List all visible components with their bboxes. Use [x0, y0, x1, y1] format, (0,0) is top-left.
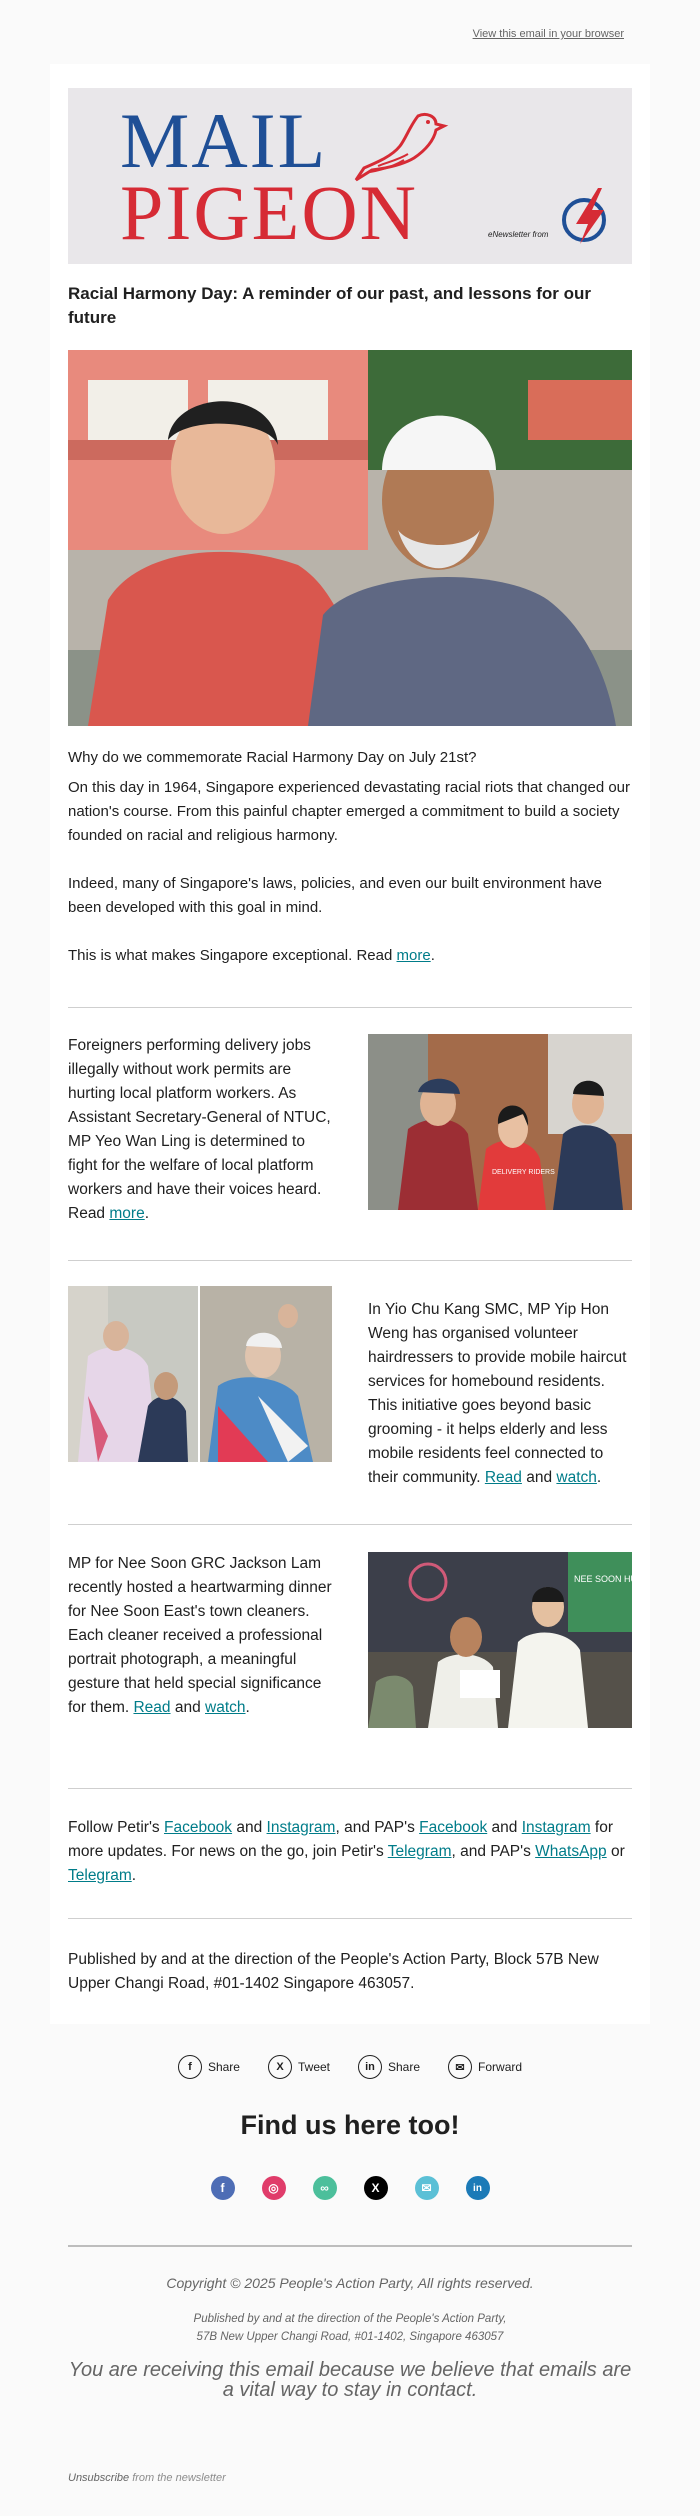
divider [68, 1524, 632, 1525]
petir-facebook-link[interactable]: Facebook [163, 1819, 233, 1836]
follow-text: for more updates. For news on the go, join Petir's [68, 1819, 614, 1860]
footer-pub-line1: Published by and at the direction of the People's Action Party, [193, 2313, 507, 2325]
article-paragraph-2: Indeed, many of Singapore's laws, policies, and even our built environment have been developed with this goal in mind. [68, 875, 603, 916]
story2-read-link[interactable]: Read [484, 1469, 522, 1486]
footer-divider [68, 2245, 632, 2247]
article-title: Racial Harmony Day: A reminder of our past, and lessons for our future [68, 284, 592, 327]
logo-mail-text: MAIL [120, 97, 328, 184]
mail-icon: ✉ [448, 2055, 472, 2079]
pap-whatsapp-link[interactable]: WhatsApp [535, 1843, 607, 1860]
facebook-icon[interactable]: f [211, 2176, 235, 2200]
read-more-link[interactable]: more [396, 947, 431, 964]
share-label: Tweet [297, 2060, 330, 2074]
share-label: Forward [478, 2060, 523, 2074]
social-links [0, 2176, 700, 2200]
story3-body: MP for Nee Soon GRC Jackson Lam recently hosted a heartwarming dinner for Nee Soon East's town cleaners. Each cleaner received a professional portrait photograph, a meaningful gesture that held special significance for them. [68, 1555, 332, 1716]
share-bar [0, 2055, 700, 2079]
follow-text: and [232, 1819, 267, 1836]
follow-text: , and PAP's [451, 1843, 536, 1860]
forward-button[interactable] [448, 2055, 522, 2079]
story1-end: . [144, 1205, 150, 1222]
enewsletter-label: eNewsletter from [488, 230, 549, 239]
linkedin-icon[interactable]: in [466, 2176, 490, 2200]
x-icon[interactable]: X [364, 2176, 388, 2200]
photo-caption: DELIVERY RIDERS [492, 1169, 555, 1176]
story3-end: . [245, 1699, 250, 1716]
share-facebook-button[interactable] [178, 2055, 240, 2079]
receiving-reason-text: You are receiving this email because we believe that emails are a vital way to stay in contact. [68, 2359, 632, 2401]
petir-instagram-link[interactable]: Instagram [266, 1819, 336, 1836]
pigeon-bird-icon [348, 106, 448, 196]
logo-pigeon-text: PIGEON [120, 169, 418, 256]
email-card [50, 64, 650, 2024]
petir-telegram-link[interactable]: Telegram [387, 1843, 452, 1860]
mail-pigeon-banner [68, 88, 632, 264]
follow-text: Follow Petir's [68, 1819, 164, 1836]
story-cleaners-photo [368, 1552, 644, 1728]
divider [68, 1918, 632, 1919]
published-by-text: Published by and at the direction of the People's Action Party, Block 57B New Upper Changi Road, #01-1402 Singapore 463057. [68, 1951, 599, 1992]
share-label: Share [388, 2060, 421, 2074]
share-linkedin-button[interactable] [358, 2055, 420, 2079]
story2-body: In Yio Chu Kang SMC, MP Yip Hon Weng has organised volunteer hairdressers to provide mobile haircut services for homebound residents. This initiative goes beyond basic grooming - it helps elderly and less mobile residents feel connected to their community. [368, 1301, 627, 1486]
story-delivery-photo [368, 1034, 632, 1210]
instagram-icon[interactable]: ◎ [262, 2176, 286, 2200]
para3-end: . [430, 947, 435, 964]
photo-sign: NEE SOON HUB [574, 1574, 644, 1584]
hero-photo [68, 350, 632, 726]
x-icon: X [268, 2055, 292, 2079]
follow-text: or [606, 1843, 625, 1860]
article-paragraph-3 [68, 944, 632, 968]
find-us-title: Find us here too! [240, 2110, 460, 2140]
divider [68, 1788, 632, 1789]
story2-end: . [596, 1469, 602, 1486]
story3-read-link[interactable]: Read [133, 1699, 171, 1716]
follow-paragraph [68, 1816, 632, 1888]
share-label: Share [207, 2060, 240, 2074]
story2-watch-link[interactable]: watch [556, 1469, 597, 1486]
story-haircut-photo [68, 1286, 332, 1462]
divider [68, 1007, 632, 1008]
pap-logo-icon [558, 184, 620, 246]
from-newsletter-text: from the newsletter [129, 2472, 226, 2484]
share-tweet-button[interactable] [268, 2055, 330, 2079]
divider [68, 1260, 632, 1261]
email-icon[interactable]: ✉ [415, 2176, 439, 2200]
article-question: Why do we commemorate Racial Harmony Day on July 21st? [68, 749, 477, 766]
unsubscribe-link[interactable]: Unsubscribe [68, 2472, 130, 2484]
pap-telegram-link[interactable]: Telegram [68, 1867, 132, 1884]
footer-pub-line2: 57B New Upper Changi Road, #01-1402, Singapore 463057 [196, 2331, 504, 2343]
follow-text: . [131, 1867, 137, 1884]
story3-and: and [170, 1699, 206, 1716]
story-delivery-text [68, 1034, 332, 1226]
para3-text: This is what makes Singapore exceptional. Read [68, 947, 397, 964]
story3-watch-link[interactable]: watch [205, 1699, 246, 1716]
story2-and: and [521, 1469, 557, 1486]
facebook-icon: f [178, 2055, 202, 2079]
website-link-icon[interactable]: ∞ [313, 2176, 337, 2200]
story-haircut-text [368, 1298, 632, 1490]
unsubscribe-line [68, 2472, 226, 2484]
copyright-text: Copyright © 2025 People's Action Party, All rights reserved. [166, 2275, 534, 2291]
pap-instagram-link[interactable]: Instagram [521, 1819, 591, 1836]
story1-body: Foreigners performing delivery jobs illegally without work permits are hurting local platform workers. As Assistant Secretary-General of NTUC, MP Yeo Wan Ling is determined to fight for the welfare of local platform workers and have their voices heard. Read [68, 1037, 331, 1222]
story-cleaners-text [68, 1552, 332, 1720]
pap-facebook-link[interactable]: Facebook [419, 1819, 488, 1836]
view-in-browser-link[interactable]: View this email in your browser [472, 28, 624, 40]
article-paragraph-1: On this day in 1964, Singapore experienced devastating racial riots that changed our nation's course. From this painful chapter emerged a commitment to build a society founded on racial and religious harmony. [68, 779, 631, 844]
footer-published-by [0, 2310, 700, 2346]
follow-text: , and PAP's [335, 1819, 420, 1836]
follow-text: and [487, 1819, 522, 1836]
linkedin-icon: in [358, 2055, 382, 2079]
story1-more-link[interactable]: more [109, 1205, 145, 1222]
